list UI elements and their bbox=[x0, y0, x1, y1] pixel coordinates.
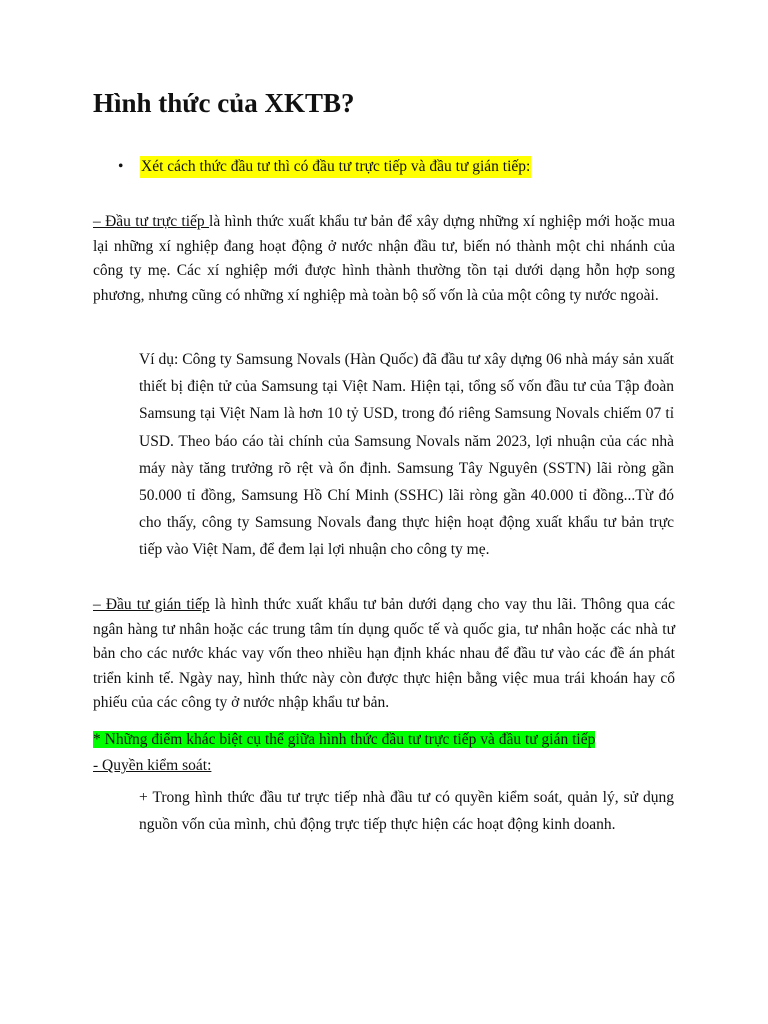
direct-investment-paragraph bbox=[93, 210, 675, 308]
indirect-investment-body: là hình thức xuất khẩu tư bản dưới dạng cho vay thu lãi. Thông qua các ngân hàng tư nhân hoặc các trung tâm tín dụng quốc tế và quốc gia, tư nhân hoặc các nhà tư bản cho các nước khác vay vốn theo nhiều hạn định khác nhau để đầu tư vào các đề án phát triển kinh tế. Ngày nay, hình thức này còn được thực hiện bằng việc mua trái khoán hay cổ phiếu của các công ty ở nước nhập khẩu tư bản. bbox=[93, 596, 675, 711]
bullet-text: Xét cách thức đầu tư thì có đầu tư trực tiếp và đầu tư gián tiếp: bbox=[140, 156, 531, 178]
control-point: + Trong hình thức đầu tư trực tiếp nhà đầu tư có quyền kiểm soát, quản lý, sử dụng nguồn vốn của mình, chủ động trực tiếp thực hiện các hoạt động kinh doanh. bbox=[139, 789, 674, 834]
indirect-investment-paragraph bbox=[93, 593, 675, 716]
direct-investment-term: – Đầu tư trực tiếp bbox=[93, 213, 210, 230]
example-paragraph: Ví dụ: Công ty Samsung Novals (Hàn Quốc) đã đầu tư xây dựng 06 nhà máy sản xuất thiết bị điện tử của Samsung tại Việt Nam. Hiện tại, tổng số vốn đầu tư của Tập đoàn Samsung tại Việt Nam là hơn 10 tỷ USD, trong đó riêng Samsung Novals chiếm 07 tỉ USD. Theo báo cáo tài chính của Samsung Novals năm 2023, lợi nhuận của các nhà máy này tăng trưởng rõ rệt và ổn định. Samsung Tây Nguyên (SSTN) lãi ròng gần 50.000 tỉ đồng, Samsung Hồ Chí Minh (SSHC) lãi ròng gần 40.000 tỉ đồng...Từ đó cho thấy, công ty Samsung Novals đang thực hiện hoạt động xuất khẩu tư bản trực tiếp vào Việt Nam, để đem lại lợi nhuận cho công ty mẹ. bbox=[139, 351, 674, 559]
page-title: Hình thức của XKTB? bbox=[93, 88, 355, 118]
bullet-item bbox=[118, 156, 531, 178]
control-heading: - Quyền kiểm soát: bbox=[93, 757, 212, 774]
indirect-investment-term: – Đầu tư gián tiếp bbox=[93, 596, 210, 613]
differences-heading: * Những điểm khác biệt cụ thể giữa hình thức đầu tư trực tiếp và đầu tư gián tiếp bbox=[93, 731, 596, 748]
bullet-icon: • bbox=[118, 158, 124, 175]
direct-investment-body: là hình thức xuất khẩu tư bản để xây dựng những xí nghiệp mới hoặc mua lại những xí nghiệp đang hoạt động ở nước nhận đầu tư, biến nó thành một chi nhánh của công ty mẹ. Các xí nghiệp mới được hình thành thường tồn tại dưới dạng hỗn hợp song phương, nhưng cũng có những xí nghiệp mà toàn bộ số vốn là của một công ty nước ngoài. bbox=[93, 213, 675, 304]
